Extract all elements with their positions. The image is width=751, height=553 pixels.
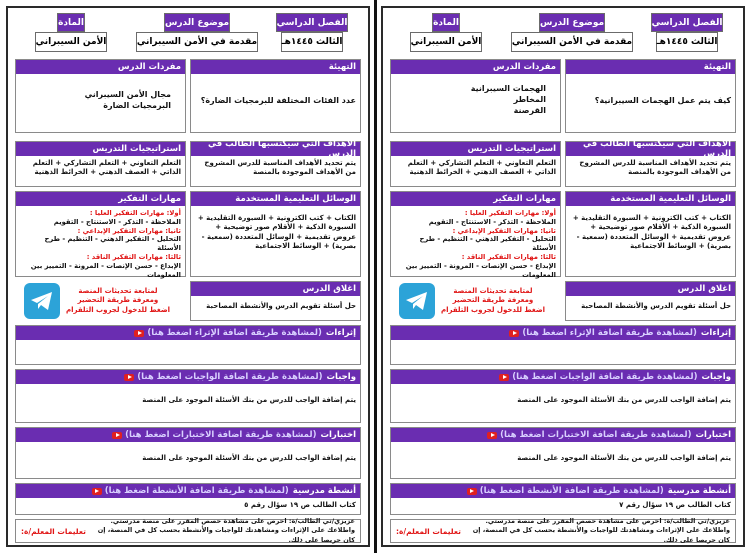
intro-text: كيف يتم عمل الهجمات السيبرانية؟ bbox=[594, 96, 731, 105]
enrichment-box bbox=[390, 325, 736, 365]
promo-line: اضغط للدخول لجروب التلقرام bbox=[65, 305, 170, 314]
closing-box bbox=[565, 281, 736, 321]
homework-title: واجبات bbox=[701, 372, 731, 382]
youtube-icon[interactable] bbox=[92, 488, 102, 495]
youtube-icon[interactable] bbox=[499, 374, 509, 381]
subject-value: الأمن السيبراني bbox=[35, 32, 108, 52]
vocab-item: المخاطر bbox=[513, 94, 546, 104]
youtube-icon[interactable] bbox=[112, 432, 122, 439]
lesson-plan-page-left bbox=[6, 6, 370, 547]
homework-link[interactable]: (لمشاهدة طريقة اضافة الواجبات اضغط هنا) bbox=[512, 372, 698, 382]
row-objectives-strategies bbox=[15, 141, 361, 187]
youtube-icon[interactable] bbox=[509, 330, 519, 337]
promo-text bbox=[66, 287, 170, 315]
activities-box bbox=[390, 483, 736, 515]
youtube-icon[interactable] bbox=[134, 330, 144, 337]
header-table bbox=[15, 13, 361, 52]
row-closing-promo bbox=[15, 281, 361, 321]
thinking-title: مهارات التفكير bbox=[391, 192, 560, 206]
topic-value: مقدمة في الأمن السيبراني bbox=[511, 32, 633, 52]
tests-header bbox=[16, 428, 360, 442]
row-intro-vocab bbox=[390, 59, 736, 133]
strategies-title: استراتيجيات التدريس bbox=[391, 142, 560, 156]
homework-header bbox=[16, 370, 360, 384]
objectives-box bbox=[190, 141, 361, 187]
objectives-text: يتم تحديد الأهداف المناسبة للدرس المشروح من الأهداف الموجودة بالمنصة bbox=[579, 159, 731, 177]
term-label: الفصل الدراسي bbox=[651, 13, 724, 32]
objectives-box bbox=[565, 141, 736, 187]
teacher-notes-label: تعليمات المعلم/ة: bbox=[396, 526, 461, 536]
thinking-heading: ثانيا: مهارات التفكير الإبداعي : bbox=[452, 226, 556, 235]
closing-text: حل أسئلة تقويم الدرس والأنشطة المصاحبة bbox=[206, 302, 356, 310]
header-table bbox=[390, 13, 736, 52]
page-divider bbox=[374, 0, 377, 553]
thinking-heading: ثانيا: مهارات التفكير الإبداعي : bbox=[77, 226, 181, 235]
tests-link[interactable]: (لمشاهدة طريقة اضافة الاختبارات اضغط هنا) bbox=[500, 430, 692, 440]
promo-line: اضغط للدخول لجروب التلقرام bbox=[440, 305, 545, 314]
activities-text: كتاب الطالب ص ١٩ سؤال رقم ٥ bbox=[244, 501, 356, 509]
thinking-item: التحليل - التفكير الذهني - التنظيم - طرح الأسئلة bbox=[419, 235, 556, 253]
thinking-title: مهارات التفكير bbox=[16, 192, 185, 206]
enrichment-header bbox=[16, 326, 360, 340]
promo-line: لمتابعة تحديثات المنصة bbox=[453, 286, 533, 295]
thinking-list bbox=[391, 206, 560, 283]
telegram-icon[interactable] bbox=[399, 283, 435, 319]
vocab-list bbox=[391, 74, 560, 119]
youtube-icon[interactable] bbox=[467, 488, 477, 495]
row-closing-promo bbox=[390, 281, 736, 321]
homework-box bbox=[15, 369, 361, 423]
tests-box bbox=[15, 427, 361, 479]
tools-title: الوسائل التعليمية المستخدمة bbox=[566, 192, 735, 206]
intro-title: التهيئة bbox=[191, 60, 360, 74]
tests-link[interactable]: (لمشاهدة طريقة اضافة الاختبارات اضغط هنا) bbox=[125, 430, 317, 440]
enrichment-link[interactable]: (لمشاهدة طريقة اضافة الإثراء اضغط هنا) bbox=[522, 328, 697, 338]
tests-text: يتم إضافة الواجب للدرس من بنك الأسئلة الموجود على المنصة bbox=[517, 454, 731, 462]
header-term-cell bbox=[263, 13, 361, 52]
enrichment-link[interactable]: (لمشاهدة طريقة اضافة الإثراء اضغط هنا) bbox=[147, 328, 322, 338]
closing-box bbox=[190, 281, 361, 321]
teacher-notes-text bbox=[469, 517, 730, 544]
objectives-title: الأهداف التي سيكتسبها الطالب في الدرس bbox=[566, 142, 735, 156]
tests-header bbox=[391, 428, 735, 442]
thinking-heading: أولا: مهارات التفكير العليا : bbox=[89, 209, 181, 217]
activities-text: كتاب الطالب ص ١٩ سؤال رقم ٧ bbox=[619, 501, 731, 509]
activities-box bbox=[15, 483, 361, 515]
strategies-text: التعلم التعاوني + التعلم التشاركي + التعلم الذاتي + العصف الذهني + الخرائط الذهنية bbox=[407, 159, 556, 177]
lesson-plan-page-right bbox=[381, 6, 745, 547]
note-line: واطلاعك على الإثراءات ومشاهدتك للواجبات والأنشطة بحسب كل في المنصة، إن كان حريصا على ذلك. bbox=[97, 526, 355, 544]
activities-link[interactable]: (لمشاهدة طريقة اضافة الأنشطة اضغط هنا) bbox=[479, 486, 664, 496]
subject-value: الأمن السيبراني bbox=[410, 32, 483, 52]
vocab-title: مفردات الدرس bbox=[16, 60, 185, 74]
closing-title: اغلاق الدرس bbox=[566, 282, 735, 296]
vocab-item: الهجمات السيبرانية bbox=[470, 84, 546, 93]
thinking-item: الملاحظة - التذكر - الاستنتاج - التقويم bbox=[428, 217, 556, 226]
thinking-item: الملاحظة - التذكر - الاستنتاج - التقويم bbox=[53, 217, 181, 226]
homework-text: يتم إضافة الواجب للدرس من بنك الأسئلة الموجود على المنصة bbox=[517, 396, 731, 404]
thinking-heading: ثالثا: مهارات التفكير الناقد : bbox=[86, 253, 181, 262]
enrichment-header bbox=[391, 326, 735, 340]
youtube-icon[interactable] bbox=[124, 374, 134, 381]
tests-title: اختبارات bbox=[695, 430, 731, 440]
homework-title: واجبات bbox=[326, 372, 356, 382]
row-tools-thinking bbox=[15, 191, 361, 277]
strategies-box bbox=[390, 141, 561, 187]
vocab-title: مفردات الدرس bbox=[391, 60, 560, 74]
tools-text: الكتاب + كتب الكترونية + السبورة التقليدية + السبورة الذكية + الأقلام صور توضيحية + عروض تقديمية + الوسائل المتعددة (سمعية - بصرية) + الوسائط الاجتماعية bbox=[197, 214, 356, 251]
telegram-icon[interactable] bbox=[24, 283, 60, 319]
tests-text: يتم إضافة الواجب للدرس من بنك الأسئلة الموجود على المنصة bbox=[142, 454, 356, 462]
note-line: عزيزي/تي الطالب/ة: احرص على مشاهدة حصص المقرر على منصة مدرستي. bbox=[110, 517, 355, 526]
teacher-notes-box bbox=[15, 519, 361, 543]
header-term-cell bbox=[638, 13, 736, 52]
activities-title: أنشطة مدرسية bbox=[667, 486, 731, 496]
header-topic-cell bbox=[131, 13, 263, 52]
topic-label: موضوع الدرس bbox=[539, 13, 605, 32]
thinking-item: الإبداع - حسن الإنصات - المرونة - التمييز بين المعلومات bbox=[30, 261, 181, 279]
tools-box bbox=[565, 191, 736, 277]
header-subject-cell bbox=[386, 13, 506, 52]
note-line: عزيزي/تي الطالب/ة: احرص على مشاهدة حصص المقرر على منصة مدرستي. bbox=[485, 517, 730, 526]
promo-text bbox=[441, 287, 545, 315]
promo-line: ومعرفة طريقة التحضير bbox=[77, 296, 159, 305]
closing-text: حل أسئلة تقويم الدرس والأنشطة المصاحبة bbox=[581, 302, 731, 310]
closing-title: اغلاق الدرس bbox=[191, 282, 360, 296]
enrichment-box bbox=[15, 325, 361, 365]
intro-title: التهيئة bbox=[566, 60, 735, 74]
intro-box bbox=[565, 59, 736, 133]
enrichment-title: إثراءات bbox=[325, 328, 356, 338]
homework-text: يتم إضافة الواجب للدرس من بنك الأسئلة الموجود على المنصة bbox=[142, 396, 356, 404]
term-value: الثالث ١٤٤٥هـ bbox=[656, 32, 719, 52]
activities-header bbox=[16, 484, 360, 498]
strategies-title: استراتيجيات التدريس bbox=[16, 142, 185, 156]
promo-line: ومعرفة طريقة التحضير bbox=[452, 296, 534, 305]
objectives-title: الأهداف التي سيكتسبها الطالب في الدرس bbox=[191, 142, 360, 156]
intro-text: عدد الفئات المختلفة للبرمجيات الضارة؟ bbox=[200, 96, 356, 105]
enrichment-title: إثراءات bbox=[700, 328, 731, 338]
activities-header bbox=[391, 484, 735, 498]
teacher-notes-box bbox=[390, 519, 736, 543]
strategies-box bbox=[15, 141, 186, 187]
vocab-item: القرصنة bbox=[513, 105, 546, 115]
thinking-list bbox=[16, 206, 185, 283]
topic-value: مقدمة في الأمن السيبراني bbox=[136, 32, 258, 52]
thinking-item: الإبداع - حسن الإنصات - المرونة - التمييز بين المعلومات bbox=[405, 261, 556, 279]
thinking-heading: ثالثا: مهارات التفكير الناقد : bbox=[461, 253, 556, 262]
row-objectives-strategies bbox=[390, 141, 736, 187]
teacher-notes-label: تعليمات المعلم/ة: bbox=[21, 526, 86, 536]
vocab-item: مجال الأمن السيبراني bbox=[84, 90, 171, 99]
telegram-promo[interactable] bbox=[390, 281, 561, 321]
thinking-box bbox=[15, 191, 186, 277]
vocab-box bbox=[390, 59, 561, 133]
tests-box bbox=[390, 427, 736, 479]
topic-label: موضوع الدرس bbox=[164, 13, 230, 32]
header-topic-cell bbox=[506, 13, 638, 52]
subject-label: المادة bbox=[432, 13, 460, 32]
thinking-box bbox=[390, 191, 561, 277]
homework-link[interactable]: (لمشاهدة طريقة اضافة الواجبات اضغط هنا) bbox=[137, 372, 323, 382]
homework-header bbox=[391, 370, 735, 384]
youtube-icon[interactable] bbox=[487, 432, 497, 439]
vocab-list bbox=[16, 74, 185, 115]
activities-link[interactable]: (لمشاهدة طريقة اضافة الأنشطة اضغط هنا) bbox=[104, 486, 289, 496]
tools-box bbox=[190, 191, 361, 277]
telegram-promo[interactable] bbox=[15, 281, 186, 321]
header-subject-cell bbox=[11, 13, 131, 52]
promo-line: لمتابعة تحديثات المنصة bbox=[78, 286, 158, 295]
term-value: الثالث ١٤٤٥هـ bbox=[281, 32, 344, 52]
term-label: الفصل الدراسي bbox=[276, 13, 349, 32]
vocab-box bbox=[15, 59, 186, 133]
intro-box bbox=[190, 59, 361, 133]
note-line: واطلاعك على الإثراءات ومشاهدتك للواجبات والأنشطة بحسب كل في المنصة، إن كان حريصا على ذلك. bbox=[472, 526, 730, 544]
row-tools-thinking bbox=[390, 191, 736, 277]
tools-text: الكتاب + كتب الكترونية + السبورة التقليدية + السبورة الذكية + الأقلام صور توضيحية + عروض تقديمية + الوسائل المتعددة (سمعية - بصرية) + الوسائط الاجتماعية bbox=[572, 214, 731, 251]
vocab-item: البرمجيات الضارة bbox=[103, 100, 171, 110]
tools-title: الوسائل التعليمية المستخدمة bbox=[191, 192, 360, 206]
objectives-text: يتم تحديد الأهداف المناسبة للدرس المشروح من الأهداف الموجودة بالمنصة bbox=[204, 159, 356, 177]
row-intro-vocab bbox=[15, 59, 361, 133]
thinking-item: التحليل - التفكير الذهني - التنظيم - طرح الأسئلة bbox=[44, 235, 181, 253]
tests-title: اختبارات bbox=[320, 430, 356, 440]
strategies-text: التعلم التعاوني + التعلم التشاركي + التعلم الذاتي + العصف الذهني + الخرائط الذهنية bbox=[32, 159, 181, 177]
thinking-heading: أولا: مهارات التفكير العليا : bbox=[464, 209, 556, 217]
subject-label: المادة bbox=[57, 13, 85, 32]
activities-title: أنشطة مدرسية bbox=[292, 486, 356, 496]
homework-box bbox=[390, 369, 736, 423]
teacher-notes-text bbox=[94, 517, 355, 544]
